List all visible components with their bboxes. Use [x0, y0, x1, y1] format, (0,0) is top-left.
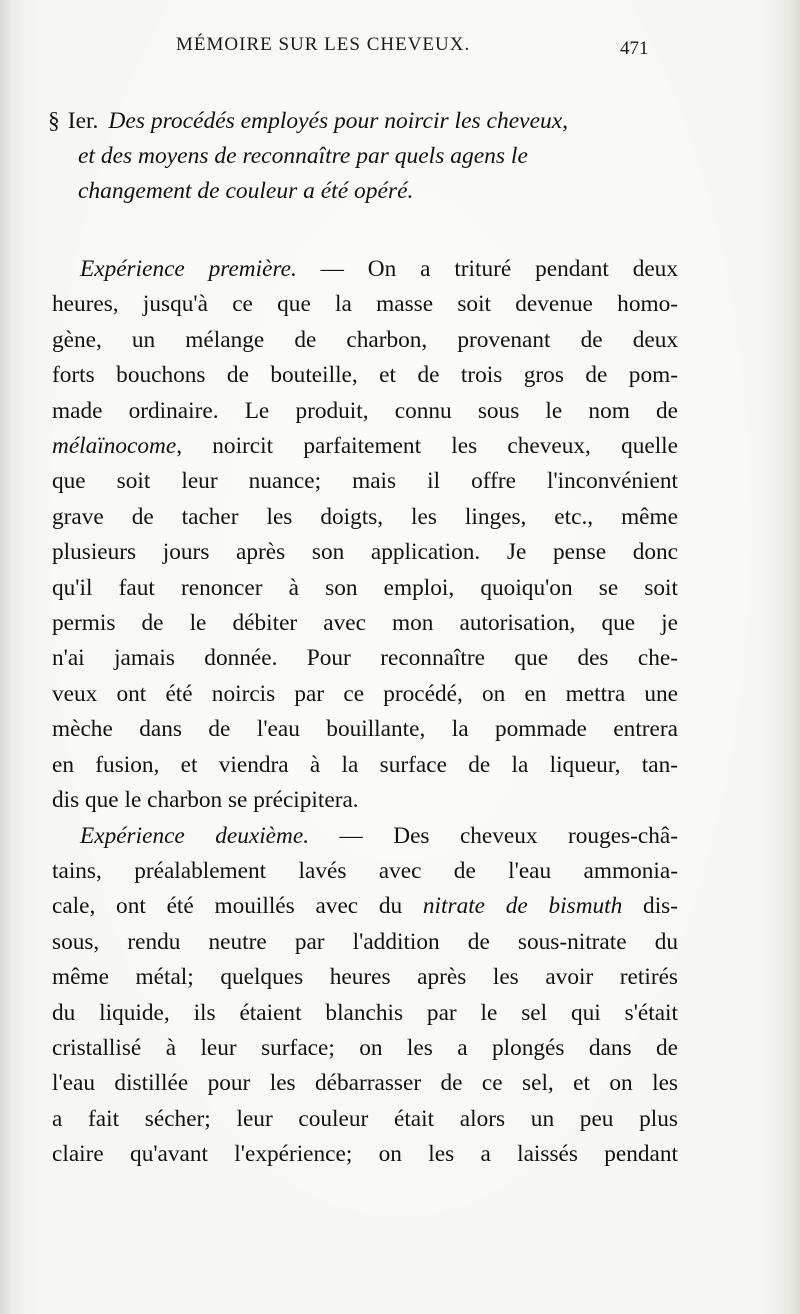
body-text: [52, 252, 678, 1173]
paragraph-2-line: l'eau distillée pour les débarrasser de ce sel, et on les: [52, 1070, 678, 1097]
section-heading-line-2: et des moyens de reconnaître par quels agens le: [78, 143, 528, 169]
term-melainocome: mélaïnocome: [52, 433, 177, 460]
section-heading: [48, 104, 688, 209]
paragraph-2-line: a fait sécher; leur couleur était alors un peu plus: [52, 1105, 678, 1132]
text-span: cale, ont été mouillés avec du: [52, 893, 423, 920]
experiment-2-lead: Expérience deuxième.: [80, 822, 310, 849]
paragraph-1-line: gène, un mélange de charbon, provenant de deux: [52, 326, 678, 353]
text-span: dis-: [622, 893, 678, 920]
running-head: [0, 34, 800, 62]
paragraph-1-line: permis de le débiter avec mon autorisation, que je: [52, 610, 678, 637]
paragraph-1-line: heures, jusqu'à ce que la masse soit devenue homo-: [52, 291, 678, 318]
paragraph-2-line: cristallisé à leur surface; on les a plongés dans de: [52, 1034, 678, 1061]
section-heading-line-1: [48, 104, 688, 139]
paragraph-1-line: dis que le charbon se précipitera.: [52, 787, 359, 814]
paragraph-2-line: du liquide, ils étaient blanchis par le sel qui s'était: [52, 999, 678, 1026]
text-span: , noircit parfaitement les cheveux, quelle: [176, 433, 678, 460]
paragraph-2-line: claire qu'avant l'expérience; on les a laissés pendant: [52, 1141, 678, 1168]
paragraph-2-line: tains, préalablement lavés avec de l'eau ammonia-: [52, 857, 678, 884]
paragraph-1-line: n'ai jamais donnée. Pour reconnaître que des che-: [52, 645, 678, 672]
paragraph-2-line: même métal; quelques heures après les avoir retirés: [52, 964, 678, 991]
section-mark: §: [48, 108, 60, 134]
experiment-1-lead: Expérience première.: [80, 256, 297, 282]
page-number: 471: [620, 38, 649, 59]
paragraph-1-line: [52, 252, 678, 287]
running-title: MÉMOIRE SUR LES CHEVEUX.: [176, 34, 471, 55]
text-span: — On a trituré pendant deux: [296, 256, 678, 282]
paragraph-1-line: forts bouchons de bouteille, et de trois gros de pom-: [52, 362, 678, 389]
section-title-line: Des procédés employés pour noircir les cheveux,: [108, 108, 569, 134]
paragraph-1-line: grave de tacher les doigts, les linges, etc., même: [52, 503, 678, 530]
paragraph-1-line: made ordinaire. Le produit, connu sous le nom de: [52, 397, 678, 424]
paragraph-1-line: que soit leur nuance; mais il offre l'inconvénient: [52, 468, 678, 495]
section-heading-line-3: changement de couleur a été opéré.: [78, 178, 414, 204]
paragraph-1-line: plusieurs jours après son application. Je pense donc: [52, 539, 678, 566]
paragraph-2-line: [52, 889, 678, 924]
term-nitrate-de-bismuth: nitrate de bismuth: [422, 893, 623, 920]
paragraph-2-line: [52, 819, 678, 854]
paragraph-1-line: qu'il faut renoncer à son emploi, quoiqu'on se soit: [52, 574, 678, 601]
paragraph-1-line: [52, 429, 678, 464]
paragraph-2-line: sous, rendu neutre par l'addition de sous-nitrate du: [52, 928, 678, 955]
section-number: Ier.: [67, 108, 99, 134]
text-span: — Des cheveux rouges-châ-: [309, 822, 678, 849]
paragraph-1-line: mèche dans de l'eau bouillante, la pommade entrera: [52, 716, 678, 743]
paragraph-1-line: en fusion, et viendra à la surface de la liqueur, tan-: [52, 751, 678, 778]
paragraph-1-line: veux ont été noircis par ce procédé, on en mettra une: [52, 680, 678, 707]
